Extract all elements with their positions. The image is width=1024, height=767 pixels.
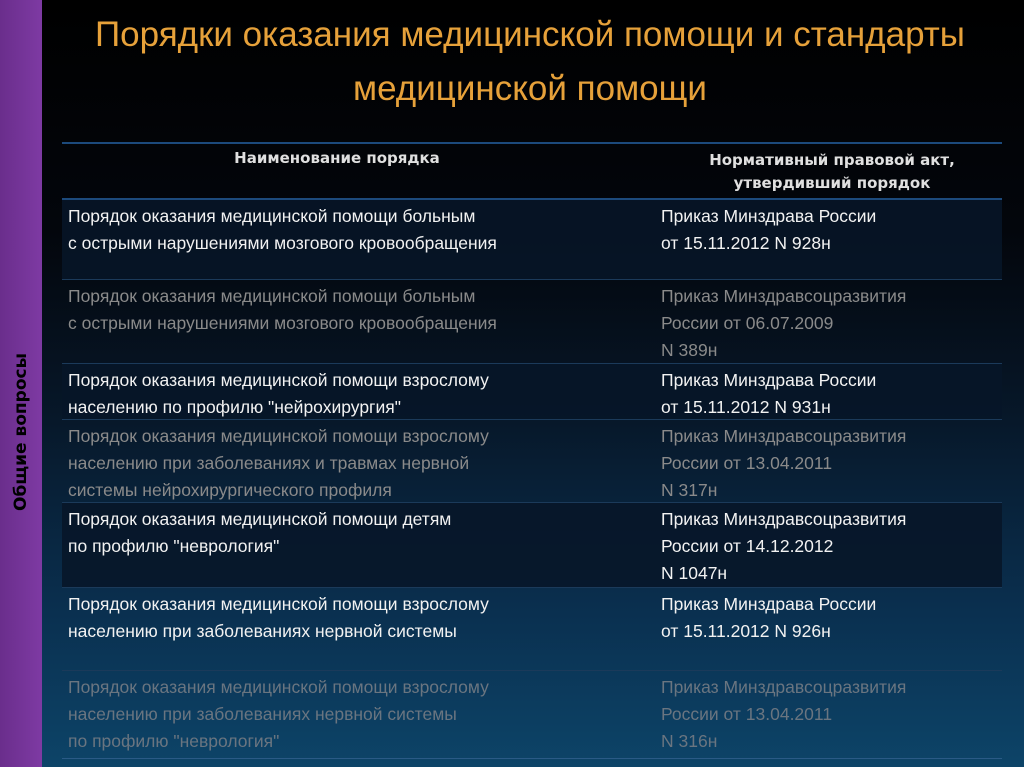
row-name: Порядок оказания медицинской помощи взрослому населению при заболеваниях и травмах нервной системы нейрохирургического профиля	[68, 426, 489, 500]
table-row	[62, 200, 1002, 280]
sidebar-label: Общие вопросы	[11, 353, 31, 511]
row-act: Приказ Минздрава России от 15.11.2012 N 928н	[661, 206, 877, 253]
table-row	[62, 671, 1002, 759]
header-name: Наименование порядка	[234, 149, 440, 167]
orders-table	[62, 142, 1002, 759]
row-name: Порядок оказания медицинской помощи взрослому населению по профилю "нейрохирургия"	[68, 370, 489, 417]
page-title: Порядки оказания медицинской помощи и стандарты медицинской помощи	[95, 15, 965, 108]
table-row	[62, 364, 1002, 420]
header-act: Нормативный правовой акт, утвердивший порядок	[709, 151, 955, 192]
row-name: Порядок оказания медицинской помощи взрослому населению при заболеваниях нервной системы	[68, 594, 489, 641]
table-row	[62, 280, 1002, 364]
row-act: Приказ Минздрава России от 15.11.2012 N 926н	[661, 594, 877, 641]
sidebar-band	[0, 0, 42, 767]
table-header	[62, 142, 1002, 200]
row-act: Приказ Минздравсоцразвития России от 14.12.2012 N 1047н	[661, 509, 907, 583]
row-name: Порядок оказания медицинской помощи больным с острыми нарушениями мозгового кровообращения	[68, 286, 497, 333]
table-row	[62, 588, 1002, 671]
row-act: Приказ Минздравсоцразвития России от 06.07.2009 N 389н	[661, 286, 907, 360]
table-row	[62, 420, 1002, 503]
row-name: Порядок оказания медицинской помощи детям по профилю "неврология"	[68, 509, 452, 556]
table-row	[62, 503, 1002, 588]
row-act: Приказ Минздрава России от 15.11.2012 N 931н	[661, 370, 877, 417]
row-act: Приказ Минздравсоцразвития России от 13.04.2011 N 317н	[661, 426, 907, 500]
row-act: Приказ Минздравсоцразвития России от 13.04.2011 N 316н	[661, 677, 907, 751]
row-name: Порядок оказания медицинской помощи взрослому населению при заболеваниях нервной системы по профилю "неврология"	[68, 677, 489, 751]
row-name: Порядок оказания медицинской помощи больным с острыми нарушениями мозгового кровообращения	[68, 206, 497, 253]
